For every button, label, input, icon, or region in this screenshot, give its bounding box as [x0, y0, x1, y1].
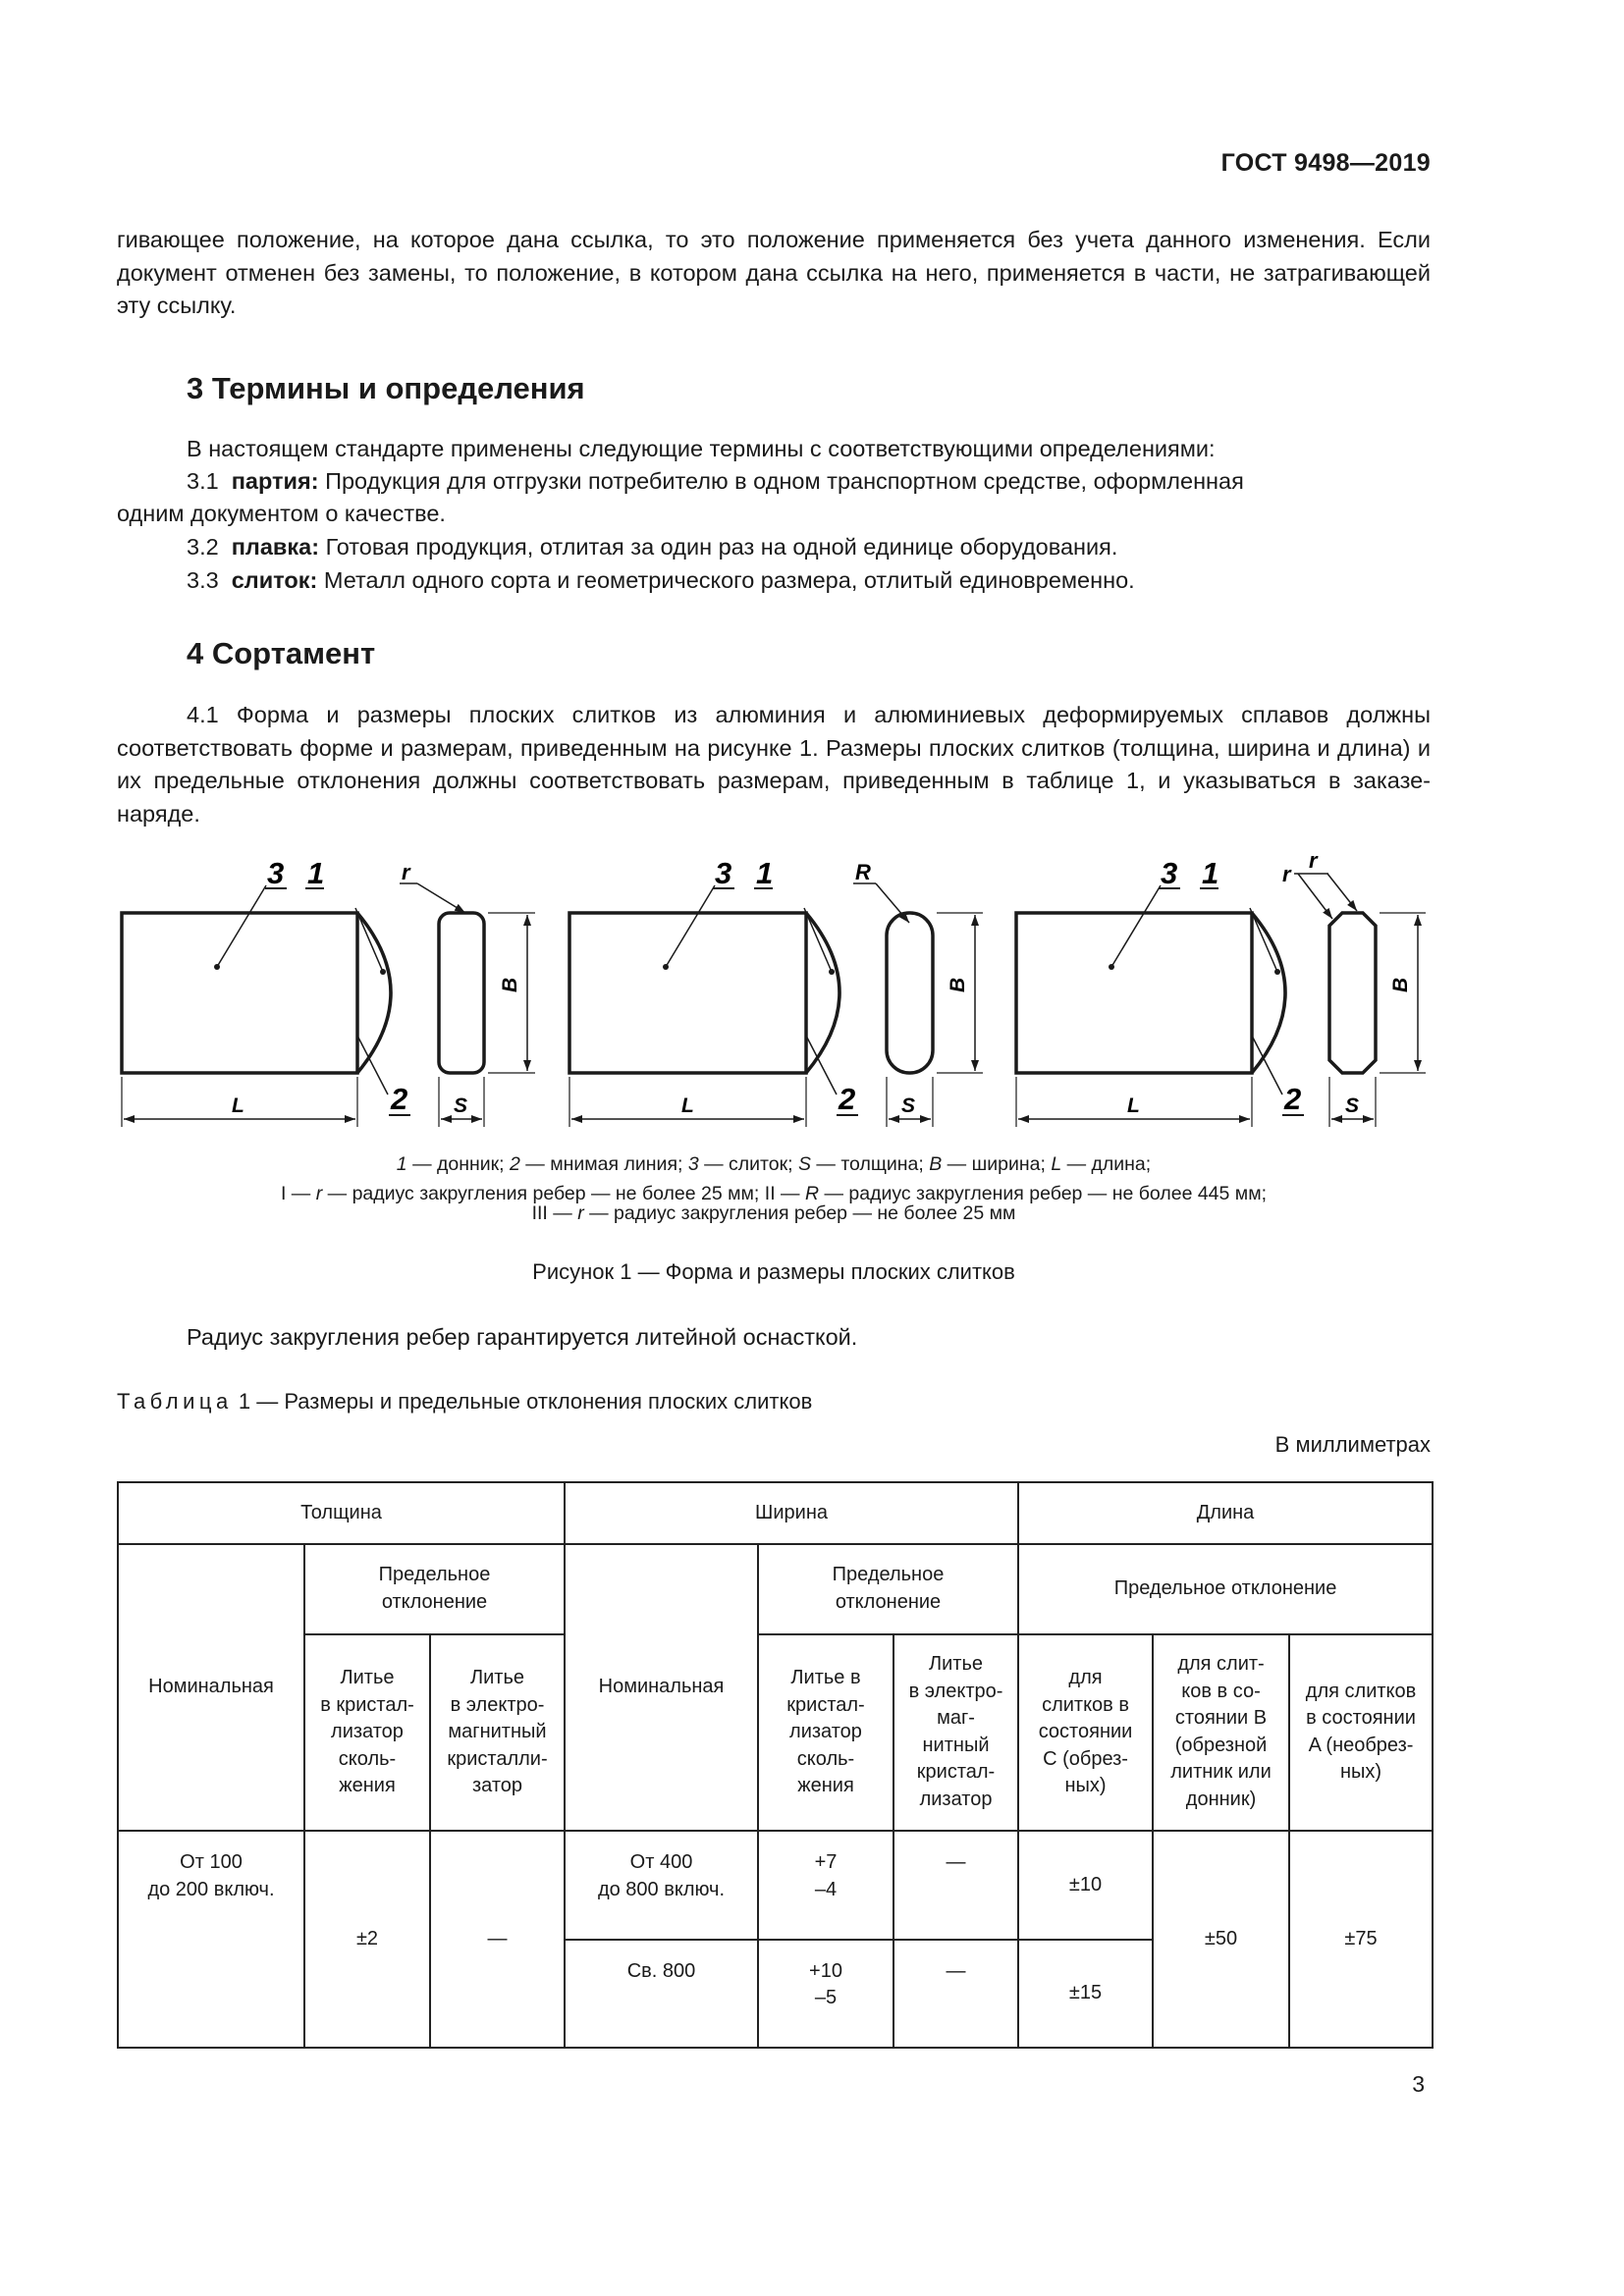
header-thickness-slide: Литье в кристал- лизатор сколь- жения: [304, 1634, 430, 1832]
section-3-lead: В настоящем стандарте применены следующие термины с соответствующими определениями:: [187, 436, 1216, 461]
ingot-bottom: [806, 913, 839, 1073]
callout-2: 2: [1284, 1082, 1302, 1116]
term-number: 3.2: [187, 534, 219, 560]
term-name: слиток:: [231, 567, 318, 593]
header-thickness: Толщина: [118, 1482, 565, 1544]
header-width-slide: Литье в кристал- лизатор сколь- жения: [758, 1634, 893, 1832]
document-header: ГОСТ 9498—2019: [1220, 149, 1431, 177]
legend-key: L: [1051, 1153, 1062, 1175]
dimension-b: B: [1389, 977, 1412, 992]
legend-text: — радиус закругления ребер — не более 445 мм;: [819, 1183, 1268, 1204]
header-length-c: для слитков в состоянии C (обрез- ных): [1018, 1634, 1153, 1832]
legend-key: R: [804, 1183, 820, 1204]
cell-thickness-dev-slide: ±2: [304, 1831, 430, 2048]
header-thickness-limit: Предельное отклонение: [304, 1544, 565, 1633]
header-length: Длина: [1018, 1482, 1433, 1544]
callout-1: 1: [756, 856, 774, 890]
cell-thickness-nominal: От 100 до 200 включ.: [118, 1831, 304, 2048]
section-4-paragraph: 4.1 Форма и размеры плоских слитков из алюминия и алюминиевых деформируемых сплавов должны соответствовать форме и размерам, приведенным на рисунке 1. Размеры плоских слитков (толщина, ширина и длина) и их предельные отклонения должны соответствовать размерам, приведенным в таблице 1, и указываться в заказе-наряде.: [117, 702, 1431, 827]
radius-label: r: [1282, 862, 1291, 886]
legend-text: — толщина;: [811, 1153, 930, 1175]
legend-text: — ширина;: [942, 1153, 1052, 1175]
radius-label: R: [855, 860, 871, 884]
ingot-body: [122, 913, 357, 1073]
legend-key: 1: [396, 1153, 407, 1175]
ingot-bottom: [357, 913, 391, 1073]
table-label: Таблица: [117, 1389, 233, 1414]
header-width: Ширина: [565, 1482, 1018, 1544]
radius-label: r: [1309, 848, 1318, 873]
dimension-s: S: [454, 1095, 468, 1117]
ingot-cross-section: [439, 913, 484, 1073]
dimension-s: S: [1345, 1095, 1360, 1117]
cell-length-a: ±75: [1289, 1831, 1433, 2048]
ingot-body: [1016, 913, 1252, 1073]
sizes-table: [117, 1481, 1434, 2049]
intro-paragraph: гивающее положение, на которое дана ссылка, то это положение применяется без учета данного изменения. Если документ отменен без замены, то положение, в котором дана ссылка на него, применяется в части, не затрагивающей эту ссылку.: [117, 227, 1431, 318]
cell-width-nominal: От 400 до 800 включ.: [565, 1831, 758, 1939]
table-title-text: 1 — Размеры и предельные отклонения плоских слитков: [232, 1389, 813, 1414]
term-number: 3.1: [187, 468, 219, 494]
table-title: [117, 1387, 812, 1416]
dimension-l: L: [232, 1095, 244, 1117]
header-width-limit: Предельное отклонение: [758, 1544, 1018, 1633]
term-name: плавка:: [231, 534, 320, 560]
ingot-variant-3: [1016, 848, 1426, 1127]
legend-text: — радиус закругления ребер — не более 25 мм; II —: [322, 1183, 805, 1204]
figure-caption: Рисунок 1 — Форма и размеры плоских слитков: [532, 1259, 1015, 1284]
term-name: партия:: [231, 468, 319, 494]
cell-width-dev-slide: +7 –4: [758, 1831, 893, 1939]
term-number: 3.3: [187, 567, 219, 593]
legend-text: I —: [280, 1183, 316, 1204]
legend-text: — слиток;: [698, 1153, 798, 1175]
legend-text: — радиус закругления ребер — не более 25 мм: [583, 1202, 1016, 1224]
cell-length-c: ±15: [1018, 1940, 1153, 2048]
dimension-l: L: [681, 1095, 694, 1117]
legend-text: — длина;: [1061, 1153, 1152, 1175]
after-figure-paragraph: Радиус закругления ребер гарантируется литейной оснасткой.: [187, 1324, 858, 1350]
dimension-s: S: [901, 1095, 916, 1117]
header-length-b: для слит- ков в со- стоянии B (обрезной литник или донник): [1153, 1634, 1289, 1832]
cell-length-b: ±50: [1153, 1831, 1289, 2048]
radius-label: r: [402, 860, 410, 884]
term-definition: Металл одного сорта и геометрического размера, отлитый единовременно.: [323, 567, 1135, 593]
section-4-heading: 4 Сортамент: [187, 636, 376, 670]
header-width-em: Литье в электро- маг- нитный кристал- лизатор: [893, 1634, 1018, 1832]
ingot-body: [569, 913, 806, 1073]
callout-3: 3: [267, 856, 285, 890]
header-length-a: для слитков в состоянии A (необрез- ных): [1289, 1634, 1433, 1832]
cell-width-dev-em: —: [893, 1940, 1018, 2048]
header-thickness-nominal: Номинальная: [118, 1544, 304, 1831]
ingot-cross-section: [1329, 913, 1376, 1073]
table-units: В миллиметрах: [1274, 1432, 1431, 1457]
header-width-nominal: Номинальная: [565, 1544, 758, 1831]
legend-key: r: [577, 1202, 584, 1224]
legend-key: B: [929, 1153, 943, 1175]
term-3-1-continuation: одним документом о качестве.: [117, 501, 446, 526]
legend-key: 3: [687, 1153, 699, 1175]
ingot-bottom: [1252, 913, 1285, 1073]
callout-2: 2: [839, 1082, 856, 1116]
cell-width-dev-em: —: [893, 1831, 1018, 1939]
legend-key: 2: [510, 1153, 520, 1175]
legend-text: III —: [531, 1202, 578, 1224]
callout-1: 1: [307, 856, 325, 890]
legend-text: — мнимая линия;: [519, 1153, 688, 1175]
cell-thickness-dev-em: —: [430, 1831, 565, 2048]
term-definition: Готовая продукция, отлитая за один раз на одной единице оборудования.: [325, 534, 1118, 560]
callout-2: 2: [391, 1082, 408, 1116]
header-length-limit: Предельное отклонение: [1018, 1544, 1433, 1633]
callout-3: 3: [715, 856, 732, 890]
header-thickness-em: Литье в электро- магнитный кристалли- затор: [430, 1634, 565, 1832]
dimension-b: B: [947, 977, 969, 992]
dimension-b: B: [499, 977, 521, 992]
callout-1: 1: [1202, 856, 1219, 890]
ingot-cross-section: [887, 913, 933, 1073]
term-definition: Продукция для отгрузки потребителю в одном транспортном средстве, оформленная: [325, 468, 1244, 494]
page-number: 3: [1412, 2071, 1425, 2097]
section-3-heading: 3 Термины и определения: [187, 371, 585, 405]
legend-key: S: [797, 1153, 811, 1175]
legend-text: — донник;: [406, 1153, 511, 1175]
cell-length-c: ±10: [1018, 1831, 1153, 1939]
callout-3: 3: [1161, 856, 1178, 890]
dimension-l: L: [1127, 1095, 1140, 1117]
ingot-variant-1: [122, 856, 535, 1127]
figure-legend-line-3: [117, 1199, 1431, 1229]
legend-key: r: [315, 1183, 323, 1204]
ingot-variant-2: [569, 856, 983, 1127]
figure-legend-line-1: [117, 1149, 1431, 1180]
cell-width-dev-slide: +10 –5: [758, 1940, 893, 2048]
cell-width-nominal: Св. 800: [565, 1940, 758, 2048]
